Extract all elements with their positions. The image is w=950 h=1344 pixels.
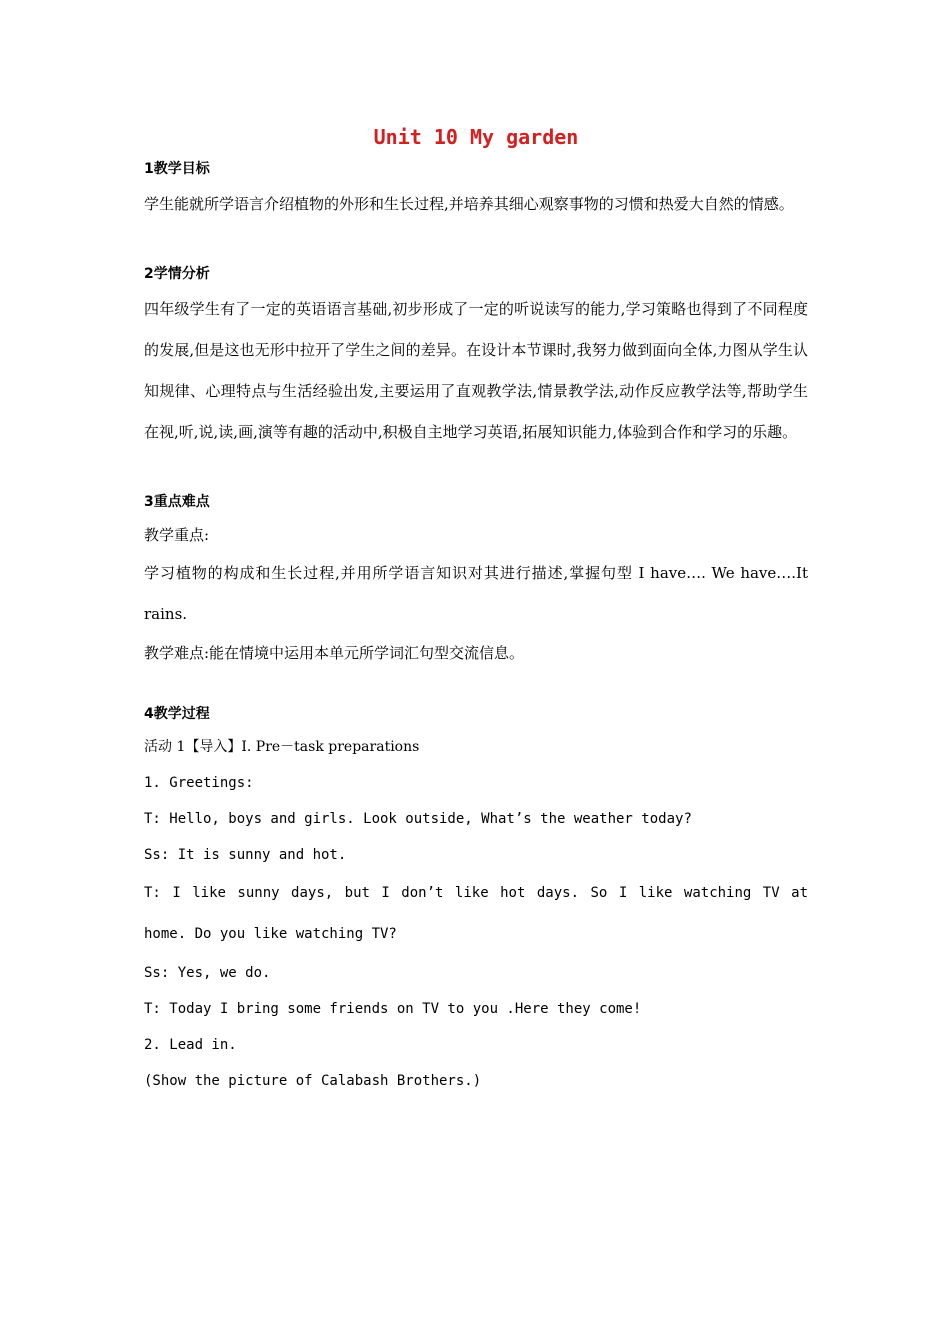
step-greetings: 1. Greetings: — [144, 775, 254, 791]
section-heading-objectives: 1教学目标 — [144, 161, 210, 177]
spacer — [144, 671, 808, 699]
section-heading-analysis: 2学情分析 — [144, 266, 210, 282]
spacer — [144, 225, 808, 259]
analysis-paragraph: 四年级学生有了一定的英语语言基础,初步形成了一定的听说读写的能力,学习策略也得到了不同程度的发展,但是这也无形中拉开了学生之间的差异。在设计本节课时,我努力做到面向全体,力图从学生认知规律、心理特点与生活经验出发,主要运用了直观教学法,情景教学法,动作反应教学法等,帮助学生在视,听,说,读,画,演等有趣的活动中,积极自主地学习英语,拓展知识能力,体验到合作和学习的乐趣。 — [144, 300, 808, 441]
step-lead-in: 2. Lead in. — [144, 1037, 237, 1053]
section-heading-key-points: 3重点难点 — [144, 494, 210, 510]
key-point-text: 学习植物的构成和生长过程,并用所学语言知识对其进行描述,掌握句型 I have…. We have….It rains. — [144, 564, 808, 623]
spacer — [144, 453, 808, 487]
objectives-paragraph: 学生能就所学语言介绍植物的外形和生长过程,并培养其细心观察事物的习惯和热爱大自然的情感。 — [144, 195, 794, 213]
document-title: Unit 10 My garden — [373, 125, 579, 149]
dialogue-line: T: I like sunny days, but I don’t like hot days. So I like watching TV at home. Do you like watching TV? — [144, 885, 808, 942]
dialogue-line: Ss: Yes, we do. — [144, 965, 271, 981]
section-heading-process: 4教学过程 — [144, 706, 210, 722]
document-page — [144, 120, 808, 1099]
dialogue-line: T: Hello, boys and girls. Look outside, What’s the weather today? — [144, 811, 692, 827]
key-point-label: 教学重点: — [144, 526, 210, 544]
stage-direction: (Show the picture of Calabash Brothers.) — [144, 1073, 482, 1089]
difficult-point-text: 教学难点:能在情境中运用本单元所学词汇句型交流信息。 — [144, 644, 525, 662]
dialogue-line: T: Today I bring some friends on TV to you .Here they come! — [144, 1001, 642, 1017]
dialogue-line: Ss: It is sunny and hot. — [144, 847, 347, 863]
activity-heading: 活动 1【导入】I. Pre－task preparations — [144, 739, 420, 755]
